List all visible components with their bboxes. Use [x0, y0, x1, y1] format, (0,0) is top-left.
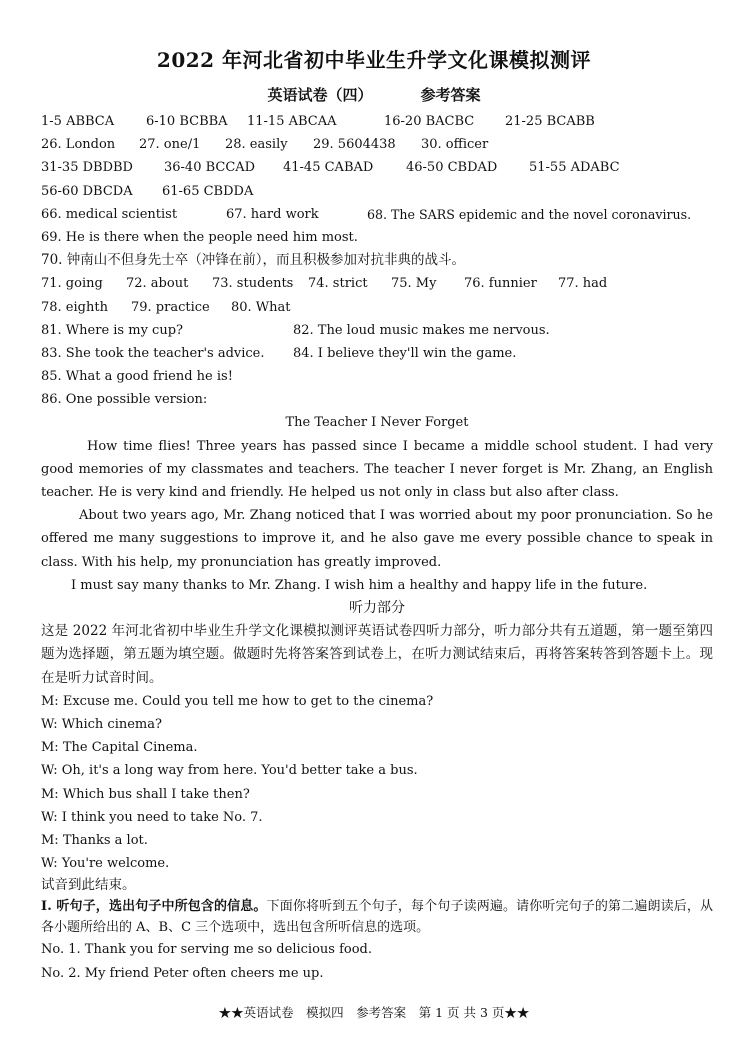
- part-1-heading: Ⅰ. 听句子，选出句子中所包含的信息。: [41, 899, 267, 915]
- answer-item: 30. officer: [421, 137, 489, 153]
- answer-item: 28. easily: [225, 137, 288, 153]
- answer-row-26-30: [41, 133, 713, 156]
- listening-sentence-2: No. 2. My friend Peter often cheers me up.: [41, 965, 324, 981]
- dialogue-line: W: I think you need to take No. 7.: [41, 809, 263, 825]
- dialogue-line: W: You're welcome.: [41, 856, 170, 872]
- trial-end-note: 试音到此结束。: [41, 877, 136, 894]
- answer-group: 46-50 CBDAD: [406, 160, 498, 176]
- answer-row-78-80: [41, 296, 713, 319]
- paper-name: 英语试卷（四）: [267, 86, 373, 104]
- answer-85: 85. What a good friend he is!: [41, 369, 233, 385]
- answer-item: 82. The loud music makes me nervous.: [293, 322, 550, 338]
- answer-item: 73. students: [212, 276, 294, 292]
- page-subtitle: [0, 84, 748, 105]
- answer-86: 86. One possible version:: [41, 392, 208, 408]
- answer-item: 79. practice: [131, 299, 210, 315]
- answer-item: 80. What: [231, 299, 291, 315]
- answer-item: 77. had: [558, 276, 608, 292]
- answer-item: 68. The SARS epidemic and the novel coronavirus.: [367, 206, 692, 222]
- answer-row-31-55: [41, 156, 713, 179]
- listening-sentence-1: No. 1. Thank you for serving me so delicious food.: [41, 942, 372, 958]
- answer-group: 6-10 BCBBA: [146, 114, 228, 129]
- answer-group: 21-25 BCABB: [505, 114, 595, 129]
- answer-row-81-82: [41, 319, 713, 342]
- dialogue-line: W: Oh, it's a long way from here. You'd better take a bus.: [41, 763, 418, 779]
- answer-70: 70. 钟南山不但身先士卒（冲锋在前），而且积极参加对抗非典的战斗。: [41, 252, 466, 269]
- answer-group: 11-15 ABCAA: [247, 114, 337, 129]
- answer-group: 36-40 BCCAD: [164, 160, 256, 176]
- answer-key-label: 参考答案: [420, 86, 481, 104]
- answer-item: 81. Where is my cup?: [41, 322, 183, 338]
- answer-item: 27. one/1: [139, 137, 201, 153]
- essay-paragraph-2: About two years ago, Mr. Zhang noticed that I was worried about my poor pronunciation. So he offered me many suggestions to improve it, and he also gave me every possible chance to speak in class. With his help, my pronunciation has greatly improved.: [41, 508, 713, 570]
- answer-group: 1-5 ABBCA: [41, 114, 115, 129]
- answer-item: 66. medical scientist: [41, 206, 178, 222]
- answer-item: 75. My: [391, 276, 437, 292]
- answer-item: 26. London: [41, 137, 116, 153]
- page-footer: ★★英语试卷 模拟四 参考答案 第 1 页 共 3 页★★: [218, 1005, 530, 1020]
- part-1-instructions: 下面你将听到五个句子，每个句子读两遍。请你听完句子的第二遍朗读后，从各小题所给出的 A、B、C 三个选项中，选出包含所听信息的选项。: [41, 899, 713, 936]
- answer-group: 61-65 CBDDA: [162, 183, 254, 199]
- listening-part-1: [41, 896, 713, 938]
- page-title: 2022 年河北省初中毕业生升学文化课模拟测评: [156, 48, 592, 72]
- answer-row-56-65: [41, 180, 713, 203]
- answer-row-83-84: [41, 342, 713, 365]
- answer-group: 51-55 ADABC: [529, 160, 620, 176]
- dialogue-line: M: The Capital Cinema.: [41, 740, 198, 756]
- essay-paragraph-1: How time flies! Three years has passed since I became a middle school student. I had very good memories of my classmates and teachers. The teacher I never forget is Mr. Zhang, an English teacher. He is very kind and friendly. He helped us not only in class but also after class.: [41, 438, 713, 501]
- essay-title: The Teacher I Never Forget: [285, 415, 469, 431]
- answer-group: 41-45 CABAD: [283, 160, 374, 176]
- answer-item: 76. funnier: [464, 276, 537, 292]
- answer-row-1-25: [41, 110, 713, 133]
- content-area: [41, 110, 713, 985]
- answer-item: 29. 5604438: [313, 137, 396, 153]
- answer-row-66-68: [41, 203, 713, 226]
- listening-section-title: 听力部分: [349, 600, 405, 617]
- answer-69: 69. He is there when the people need him most.: [41, 229, 358, 245]
- dialogue-line: W: Which cinema?: [41, 717, 162, 733]
- answer-item: 84. I believe they'll win the game.: [293, 345, 517, 361]
- essay-paragraph-3: I must say many thanks to Mr. Zhang. I wish him a healthy and happy life in the future.: [71, 577, 648, 593]
- answer-item: 72. about: [126, 276, 189, 292]
- answer-group: 16-20 BACBC: [384, 114, 475, 129]
- dialogue-line: M: Thanks a lot.: [41, 832, 148, 848]
- answer-group: 31-35 DBDBD: [41, 160, 133, 176]
- dialogue-line: M: Excuse me. Could you tell me how to get to the cinema?: [41, 693, 434, 709]
- answer-item: 71. going: [41, 276, 103, 292]
- answer-group: 56-60 DBCDA: [41, 183, 133, 199]
- answer-item: 74. strict: [308, 276, 368, 292]
- dialogue-line: M: Which bus shall I take then?: [41, 786, 250, 802]
- answer-item: 83. She took the teacher's advice.: [41, 345, 265, 361]
- answer-row-71-77: [41, 272, 713, 295]
- listening-intro: 这是 2022 年河北省初中毕业生升学文化课模拟测评英语试卷四听力部分，听力部分共有五道题，第一题至第四题为选择题，第五题为填空题。做题时先将答案答到试卷上，在听力测试结束后，再将答案转答到答题卡上。现在是听力试音时间。: [41, 623, 713, 686]
- answer-item: 67. hard work: [226, 206, 319, 222]
- answer-item: 78. eighth: [41, 299, 108, 315]
